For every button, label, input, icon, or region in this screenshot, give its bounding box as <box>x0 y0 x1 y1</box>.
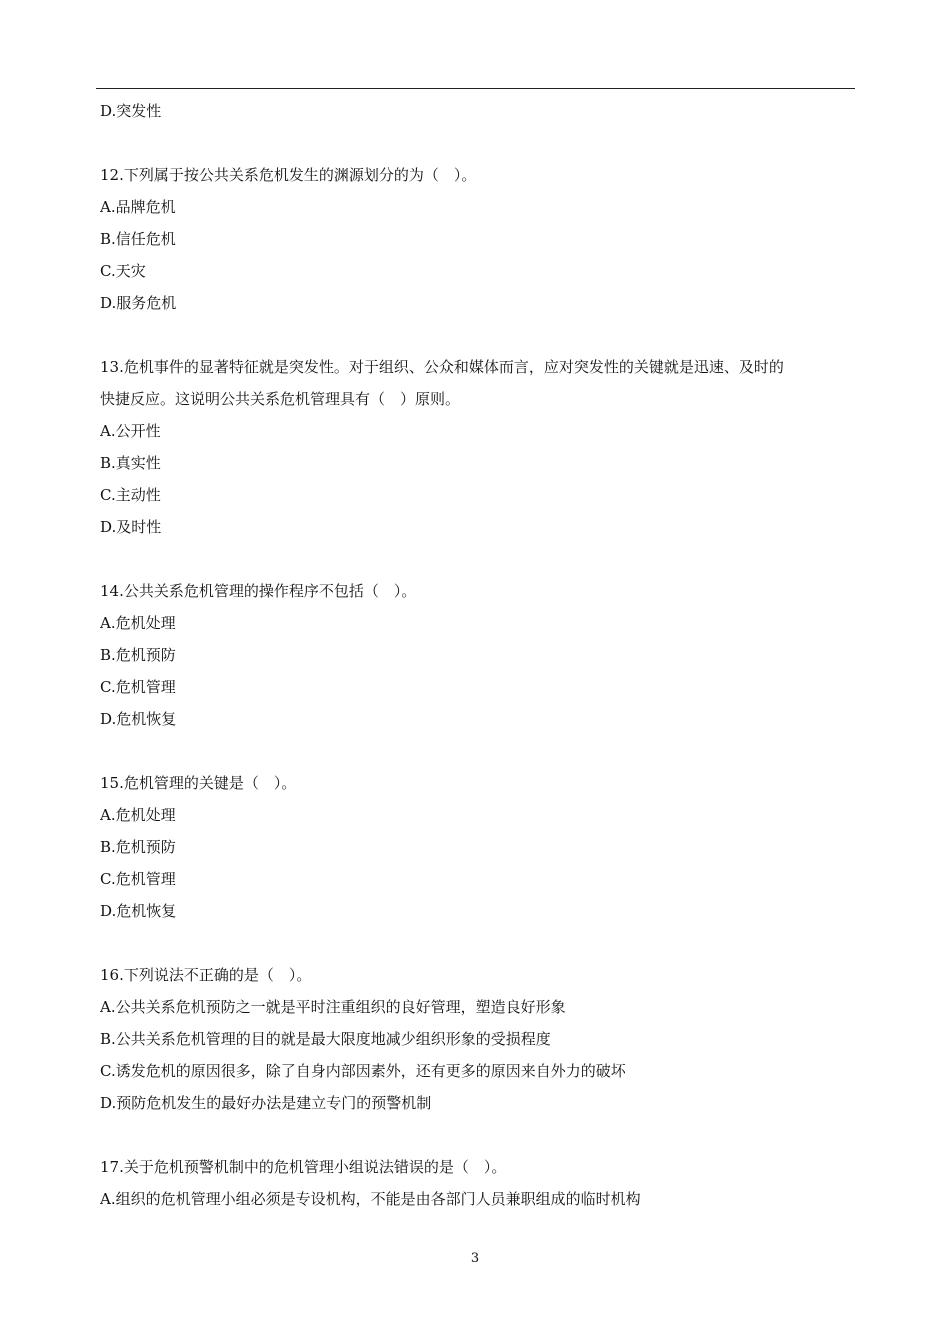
option-c: C.天灾 <box>100 262 146 280</box>
option-a: A.危机处理 <box>100 806 176 824</box>
option-d: D.危机恢复 <box>100 710 177 728</box>
spacer <box>100 735 860 767</box>
option-b: B.公共关系危机管理的目的就是最大限度地减少组织形象的受损程度 <box>100 1030 551 1048</box>
option-a: A.品牌危机 <box>100 198 176 216</box>
question-stem-line-2: 快捷反应。这说明公共关系危机管理具有（ ）原则。 <box>100 390 461 408</box>
option-b: B.危机预防 <box>100 838 176 856</box>
spacer <box>100 319 860 351</box>
option-d: D.及时性 <box>100 518 162 536</box>
option-c: C.诱发危机的原因很多，除了自身内部因素外，还有更多的原因来自外力的破坏 <box>100 1062 626 1080</box>
question-stem: 14.公共关系危机管理的操作程序不包括（ ）。 <box>100 582 417 600</box>
question-stem: 15.危机管理的关键是（ ）。 <box>100 774 297 792</box>
option-a: A.公开性 <box>100 422 161 440</box>
question-stem: 16.下列说法不正确的是（ ）。 <box>100 966 312 984</box>
option-d: D.预防危机发生的最好办法是建立专门的预警机制 <box>100 1094 432 1112</box>
page-number: 3 <box>470 1251 480 1266</box>
question-stem-line-1: 13.危机事件的显著特征就是突发性。对于组织、公众和媒体而言，应对突发性的关键就是迅速、及时的 <box>100 358 784 376</box>
option-b: B.信任危机 <box>100 230 176 248</box>
option-c: C.主动性 <box>100 486 161 504</box>
question-13 <box>100 351 860 543</box>
option-a: A.组织的危机管理小组必须是专设机构，不能是由各部门人员兼职组成的临时机构 <box>100 1190 641 1208</box>
option-c: C.危机管理 <box>100 678 176 696</box>
question-stem: 17.关于危机预警机制中的危机管理小组说法错误的是（ ）。 <box>100 1158 507 1176</box>
option-c: C.危机管理 <box>100 870 176 888</box>
question-14 <box>100 575 860 735</box>
option-b: B.真实性 <box>100 454 161 472</box>
page-body <box>100 95 860 1215</box>
option-d-q11: D.突发性 <box>100 102 162 120</box>
header-rule <box>96 88 855 89</box>
question-17 <box>100 1151 860 1215</box>
spacer <box>100 1119 860 1151</box>
question-12 <box>100 159 860 319</box>
question-15 <box>100 767 860 927</box>
question-stem: 12.下列属于按公共关系危机发生的渊源划分的为（ ）。 <box>100 166 477 184</box>
option-a: A.公共关系危机预防之一就是平时注重组织的良好管理，塑造良好形象 <box>100 998 566 1016</box>
spacer <box>100 543 860 575</box>
spacer <box>100 927 860 959</box>
spacer <box>100 127 860 159</box>
option-d: D.危机恢复 <box>100 902 177 920</box>
option-a: A.危机处理 <box>100 614 176 632</box>
option-b: B.危机预防 <box>100 646 176 664</box>
option-d: D.服务危机 <box>100 294 177 312</box>
question-16 <box>100 959 860 1119</box>
